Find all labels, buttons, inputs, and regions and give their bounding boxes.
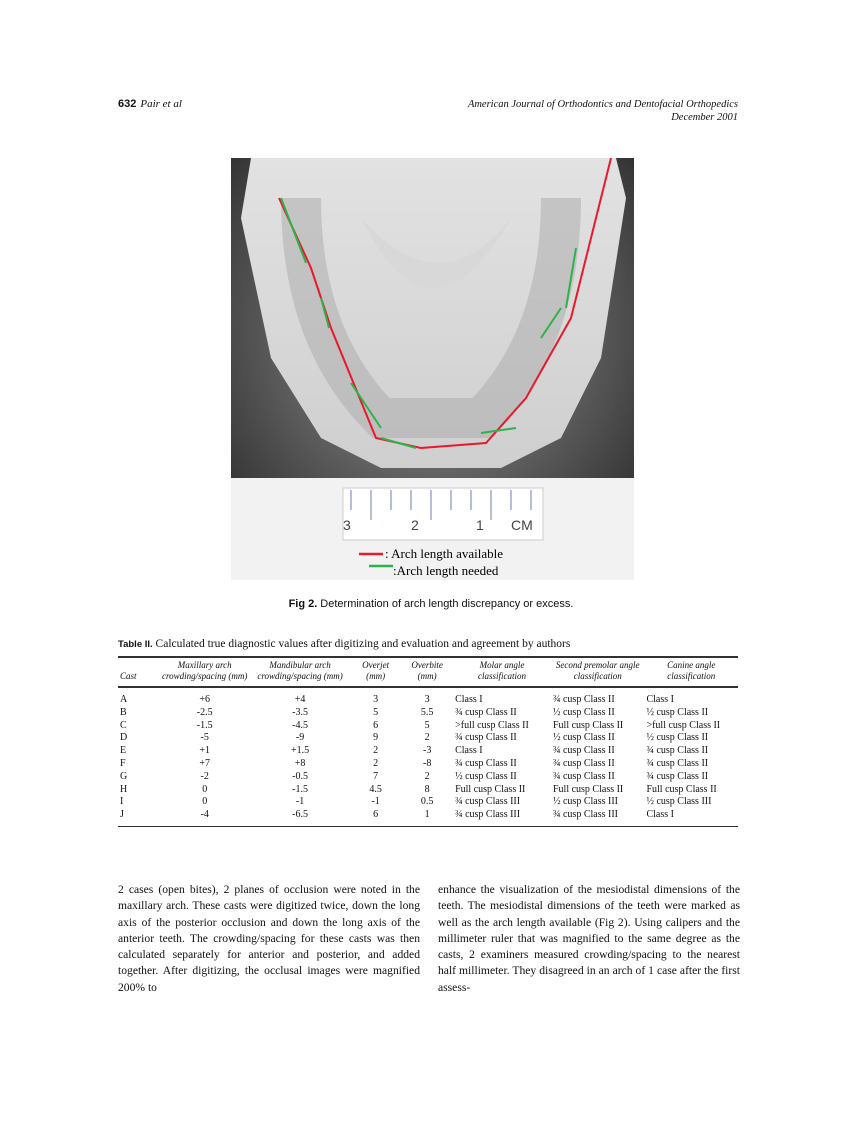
table-cell: -1 [295, 796, 305, 808]
figure-caption [0, 598, 862, 610]
column-header: Overjet (mm) [362, 660, 390, 681]
ruler-label-3: 3 [343, 517, 351, 533]
table-cell: ½ cusp Class II [552, 732, 615, 744]
table-cell: +1.5 [291, 745, 310, 757]
table-cell: ¾ cusp Class II [552, 745, 615, 757]
table-cell: C [120, 719, 127, 731]
running-header-left [118, 98, 182, 110]
table-cell: ¾ cusp Class III [455, 809, 521, 821]
legend-available: : Arch length available [385, 546, 504, 561]
table-row [118, 784, 738, 797]
column-header: Cast [120, 671, 137, 681]
table-cell: ½ cusp Class II [646, 706, 709, 718]
table-cell: B [120, 706, 127, 718]
table-row [118, 809, 738, 826]
table-row [118, 745, 738, 758]
table-cell: -2 [200, 770, 209, 782]
table-cell: ¾ cusp Class II [552, 770, 615, 782]
table-cell: J [120, 809, 124, 821]
table-row [118, 796, 738, 809]
table-cell: ¾ cusp Class III [455, 796, 521, 808]
table-cell: -4.5 [292, 719, 308, 731]
journal-title: American Journal of Orthodontics and Dentofacial Orthopedics [467, 99, 738, 110]
table-cell: 5 [424, 719, 430, 731]
table-row [118, 732, 738, 745]
table-row [118, 720, 738, 733]
table-row [118, 707, 738, 720]
table-label: Table II. [118, 639, 153, 650]
table-cell: 5.5 [420, 706, 434, 718]
table-cell: 7 [373, 770, 379, 782]
table-cell: Full cusp Class II [552, 719, 624, 731]
table-cell: +7 [199, 757, 211, 769]
table-cell: ¾ cusp Class II [455, 706, 517, 718]
table-cell: 9 [373, 732, 379, 744]
table-cell: -3 [423, 745, 432, 757]
table-cell: ¾ cusp Class II [455, 757, 517, 769]
table-cell: Full cusp Class II [646, 783, 717, 795]
table-cell: -0.5 [292, 770, 308, 782]
page-number: 632 [118, 98, 137, 110]
table-cell: ¾ cusp Class II [646, 745, 709, 757]
table-row [118, 758, 738, 771]
table-cell: A [120, 694, 128, 705]
table-cell: -1.5 [196, 719, 213, 731]
ruler-label-1: 1 [476, 517, 484, 533]
table-cell: I [120, 796, 124, 808]
ruler-label-cm: CM [511, 517, 533, 533]
table-cell: G [120, 770, 128, 782]
table-cell: 3 [373, 694, 379, 705]
table-cell: F [120, 757, 126, 769]
table-cell: ½ cusp Class II [646, 732, 709, 744]
table-cell: Class I [455, 694, 483, 705]
dental-cast-image [231, 158, 634, 580]
table-cell: 5 [373, 706, 379, 718]
table-cell: 3 [424, 694, 430, 705]
running-header-right [468, 98, 738, 124]
legend-needed: :Arch length needed [393, 563, 499, 578]
table-title: Calculated true diagnostic values after digitizing and evaluation and agreement by authors [155, 638, 571, 650]
issue-date: December 2001 [671, 112, 738, 123]
table-cell: 4.5 [369, 783, 382, 795]
ruler-label-2: 2 [411, 517, 419, 533]
column-header: Second premolar angle classification [555, 660, 640, 681]
column-header: Molar angle classification [478, 660, 527, 681]
table-cell: +8 [294, 757, 306, 769]
table-cell: 2 [424, 770, 430, 782]
table-cell: 0 [202, 783, 208, 795]
table-cell: Class I [646, 809, 674, 821]
table-cell: +4 [294, 694, 306, 705]
table-cell: ½ cusp Class II [455, 770, 517, 782]
table-cell: ½ cusp Class III [646, 796, 712, 808]
table-cell: 6 [373, 719, 379, 731]
table-cell: -8 [423, 757, 432, 769]
table-cell: ¾ cusp Class II [646, 770, 709, 782]
table-cell: -4 [200, 809, 209, 821]
table-cell: -6.5 [292, 809, 308, 821]
table-cell: -9 [295, 732, 305, 744]
table-cell: D [120, 732, 128, 744]
table-cell: 0.5 [420, 796, 434, 808]
table-cell: +1 [199, 745, 211, 757]
table-cell: ¾ cusp Class III [552, 809, 618, 821]
table-cell: ¾ cusp Class II [552, 757, 615, 769]
table-cell: -1.5 [292, 783, 308, 795]
body-column-left: 2 cases (open bites), 2 planes of occlusion were noted in the maxillary arch. These casts were digitized twice, down the long axis of the posterior occlusion and down the long axis of the anterior teeth. The crowding/spacing for these casts was then calculated separately for anterior and posterior, and added together. After digitizing, the occlusal images were magnified 200% to [118, 883, 420, 994]
figure-dental-cast-photo [231, 158, 634, 580]
table-cell: -2.5 [196, 706, 213, 718]
table-cell: 2 [373, 757, 379, 769]
table-caption [118, 638, 570, 650]
table-cell: Class I [455, 745, 483, 757]
caption-label: Fig 2. [288, 598, 318, 610]
table-cell: ½ cusp Class III [552, 796, 618, 808]
table-cell: -3.5 [292, 706, 308, 718]
table-cell: 6 [373, 809, 379, 821]
column-header: Canine angle classification [667, 660, 716, 681]
table-cell: -1 [371, 796, 380, 808]
table-cell: 2 [373, 745, 379, 757]
table-cell: Full cusp Class II [552, 783, 624, 795]
table-cell: >full cusp Class II [455, 719, 529, 731]
table-cell: -5 [200, 732, 209, 744]
table-cell: 8 [424, 783, 430, 795]
table-row [118, 771, 738, 784]
table-cell: ¾ cusp Class II [552, 694, 615, 705]
body-column-right: enhance the visualization of the mesiodistal dimensions of the teeth. The mesiodistal dimensions of the teeth were marked as well as the arch length available (Fig 2). Using calipers and the millimeter ruler that was magnified to the same degree as the casts, 2 examiners measured crowding/spacing to the nearest half millimeter. They disagreed in an arch of 1 case after the first assess- [438, 883, 740, 994]
authors: Pair et al [140, 98, 182, 110]
table-row [118, 687, 738, 707]
table-cell: ¾ cusp Class II [455, 732, 517, 744]
column-header: Overbite (mm) [411, 660, 443, 681]
diagnostic-values-table [118, 656, 738, 827]
table-cell: Class I [646, 694, 674, 705]
table-cell: H [120, 783, 128, 795]
table-cell: ¾ cusp Class II [646, 757, 709, 769]
table-cell: 1 [424, 809, 430, 821]
table-cell: +6 [199, 694, 211, 705]
table-cell: 0 [202, 796, 208, 808]
column-header: Mandibular arch crowding/spacing (mm) [257, 660, 343, 681]
table-cell: >full cusp Class II [646, 719, 721, 731]
column-header: Maxillary arch crowding/spacing (mm) [162, 660, 248, 681]
table-cell: ½ cusp Class II [552, 706, 615, 718]
table-cell: Full cusp Class II [455, 783, 526, 795]
caption-text: Determination of arch length discrepancy or excess. [320, 598, 574, 610]
table-cell: E [120, 745, 127, 757]
table-cell: 2 [424, 732, 430, 744]
